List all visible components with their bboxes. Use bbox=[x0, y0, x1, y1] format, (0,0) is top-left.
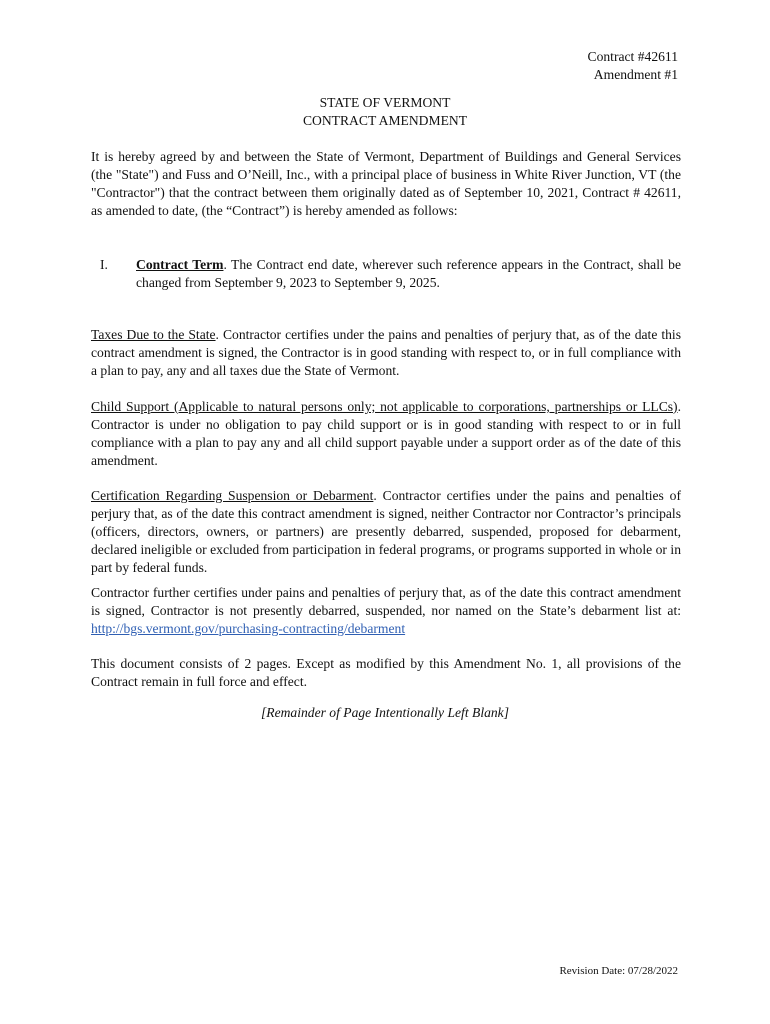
section-contract-term-text bbox=[136, 256, 681, 292]
certification-body: . Contractor certifies under the pains and penalties of perjury that, as of the date this contract amendment is signed, neither Contractor nor Contractor’s principals (officers, directors, owners, or partners) are presently debarred, suspended, proposed for debarment, declared ineligible or excluded from participation in federal programs, or programs supported in whole or in part by federal funds. bbox=[91, 488, 681, 575]
child-support-body: . Contractor is under no obligation to pay child support or is in good standing with respect to or in full compliance with a plan to pay any and all child support payable under a support order as of the date of this amendment. bbox=[91, 399, 681, 468]
section-contract-term-heading: Contract Term bbox=[136, 257, 224, 272]
further-certification-paragraph bbox=[91, 584, 681, 638]
section-number: I. bbox=[100, 257, 108, 272]
certification-heading: Certification Regarding Suspension or Debarment bbox=[91, 488, 374, 503]
contract-header bbox=[588, 48, 678, 84]
debarment-list-link[interactable]: http://bgs.vermont.gov/purchasing-contracting/debarment bbox=[91, 621, 406, 636]
title-amendment: CONTRACT AMENDMENT bbox=[302, 113, 467, 128]
document-title bbox=[0, 94, 770, 130]
taxes-body: . Contractor certifies under the pains and penalties of perjury that, as of the date this contract amendment is signed, the Contractor is in good standing with respect to, or in full compliance with a plan to pay, any and all taxes due the State of Vermont. bbox=[91, 327, 681, 378]
child-support-paragraph bbox=[91, 398, 681, 470]
revision-date: Revision Date: 07/28/2022 bbox=[559, 965, 678, 977]
title-state: STATE OF VERMONT bbox=[319, 95, 451, 110]
taxes-heading: Taxes Due to the State bbox=[91, 327, 216, 342]
taxes-paragraph bbox=[91, 326, 681, 380]
certification-paragraph bbox=[91, 487, 681, 577]
further-certification-body: Contractor further certifies under pains and penalties of perjury that, as of the date this contract amendment is signed, Contractor is not presently debarred, suspended, nor named on the State’s debarment list at: bbox=[91, 585, 681, 618]
contract-number: Contract #42611 bbox=[587, 49, 678, 64]
section-contract-term-body: . The Contract end date, wherever such reference appears in the Contract, shall be changed from September 9, 2023 to September 9, 2025. bbox=[136, 257, 681, 290]
child-support-heading: Child Support (Applicable to natural persons only; not applicable to corporations, partnerships or LLCs) bbox=[91, 399, 678, 414]
intro-paragraph: It is hereby agreed by and between the State of Vermont, Department of Buildings and General Services (the "State") and Fuss and O’Neill, Inc., with a principal place of business in White River Junction, VT (the "Contractor") that the contract between them originally dated as of September 10, 2021, Contract # 42611, as amended to date, (the “Contract”) is hereby amended as follows: bbox=[91, 149, 681, 218]
document-pages-paragraph: This document consists of 2 pages. Except as modified by this Amendment No. 1, all provisions of the Contract remain in full force and effect. bbox=[91, 656, 681, 689]
remainder-blank-note: [Remainder of Page Intentionally Left Blank] bbox=[260, 705, 510, 720]
amendment-number: Amendment #1 bbox=[593, 67, 678, 82]
